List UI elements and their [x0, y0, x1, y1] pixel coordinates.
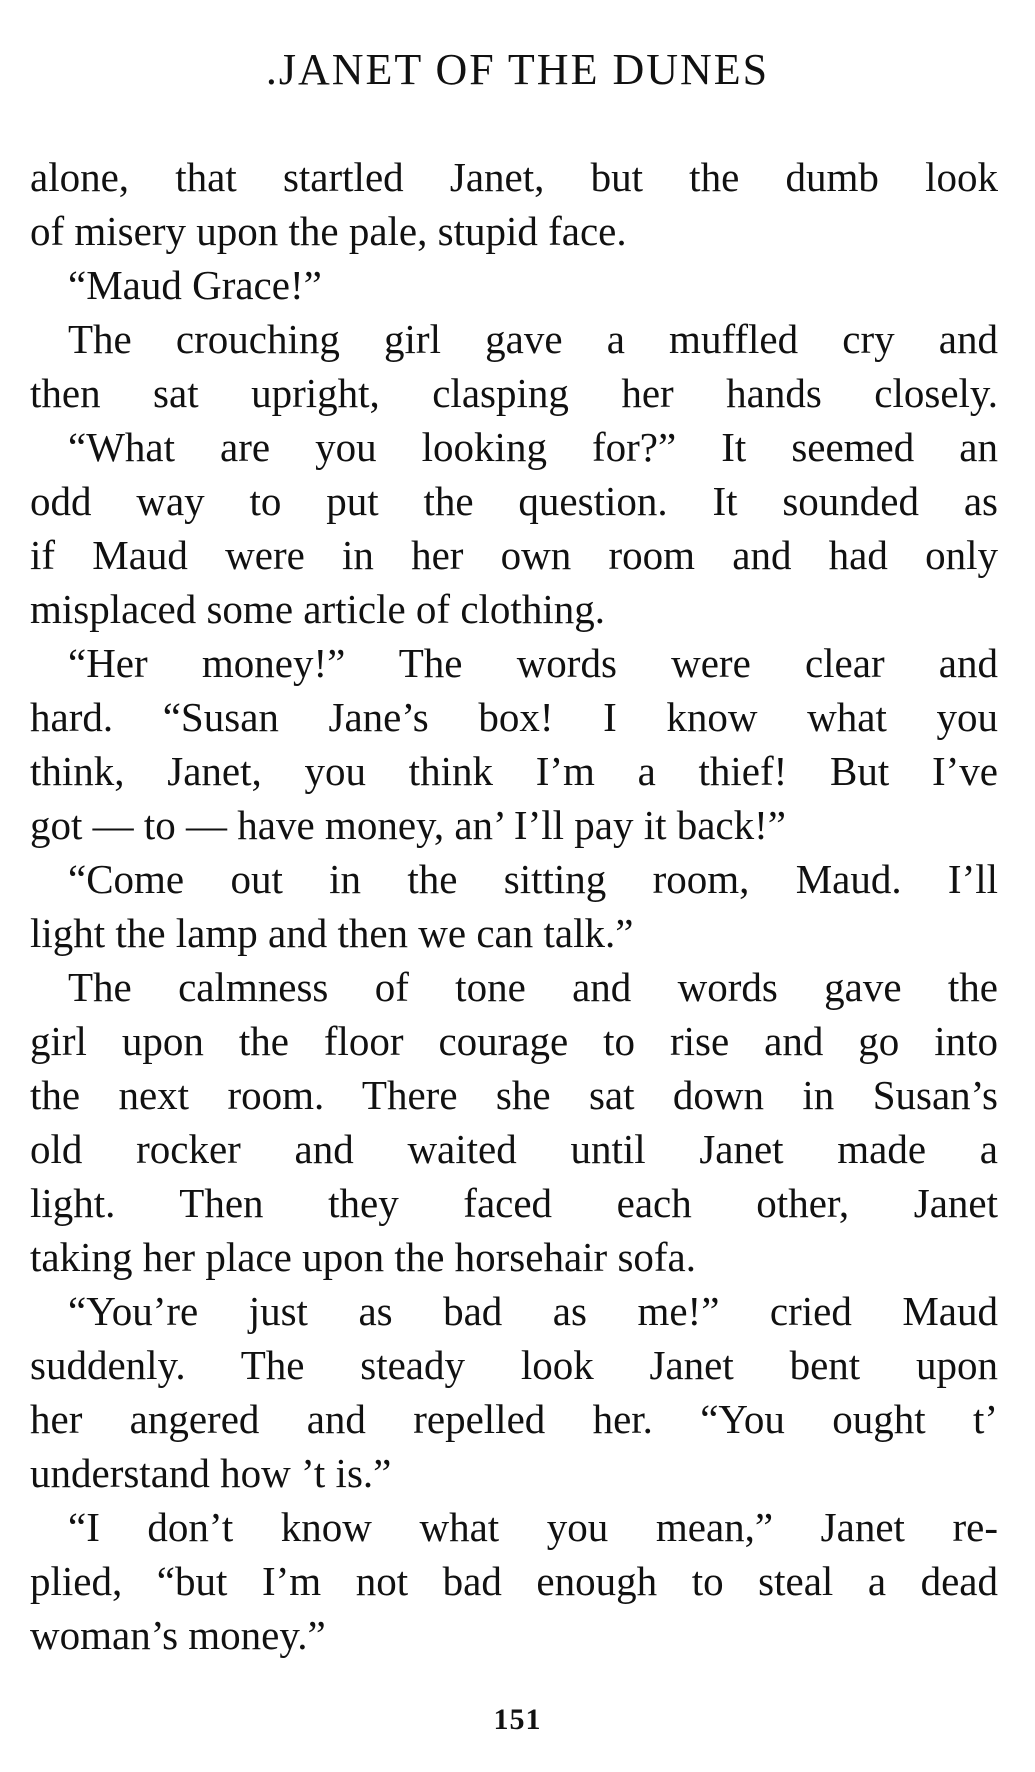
text-line: light. Then they faced each other, Janet — [30, 1180, 998, 1226]
text-line: hard. “Susan Jane’s box! I know what you — [30, 694, 998, 740]
text-line: “I don’t know what you mean,” Janet re- — [68, 1504, 998, 1550]
text-line: if Maud were in her own room and had only — [30, 532, 998, 578]
text-line: “You’re just as bad as me!” cried Maud — [68, 1288, 998, 1334]
text-line: woman’s money.” — [30, 1612, 326, 1658]
text-line: old rocker and waited until Janet made a — [30, 1126, 998, 1172]
text-line: “Her money!” The words were clear and — [68, 640, 998, 686]
body-text — [30, 150, 998, 1662]
text-line: understand how ’t is.” — [30, 1450, 392, 1496]
text-line: think, Janet, you think I’m a thief! But I’ve — [30, 748, 998, 794]
page-number: 151 — [493, 1703, 542, 1736]
text-line: misplaced some article of clothing. — [30, 586, 605, 632]
text-line: of misery upon the pale, stupid face. — [30, 208, 627, 254]
text-line: odd way to put the question. It sounded as — [30, 478, 998, 524]
text-line: “Come out in the sitting room, Maud. I’ll — [68, 856, 998, 902]
text-line: plied, “but I’m not bad enough to steal a dead — [30, 1558, 998, 1604]
text-line: The crouching girl gave a muffled cry and — [68, 316, 998, 362]
text-line: taking her place upon the horsehair sofa. — [30, 1234, 697, 1280]
text-line: suddenly. The steady look Janet bent upon — [30, 1342, 998, 1388]
text-line: then sat upright, clasping her hands closely. — [30, 370, 998, 416]
text-line: “Maud Grace!” — [68, 262, 322, 308]
running-title: .JANET OF THE DUNES — [265, 45, 770, 94]
text-line: light the lamp and then we can talk.” — [30, 910, 634, 956]
text-line: girl upon the floor courage to rise and go into — [30, 1018, 998, 1064]
text-line: The calmness of tone and words gave the — [68, 964, 998, 1010]
text-line: “What are you looking for?” It seemed an — [68, 424, 998, 470]
text-line: alone, that startled Janet, but the dumb look — [30, 154, 998, 200]
text-line: her angered and repelled her. “You ought t’ — [30, 1396, 998, 1442]
text-line: got — to — have money, an’ I’ll pay it back!” — [30, 802, 786, 848]
text-line: the next room. There she sat down in Susan’s — [30, 1072, 998, 1118]
